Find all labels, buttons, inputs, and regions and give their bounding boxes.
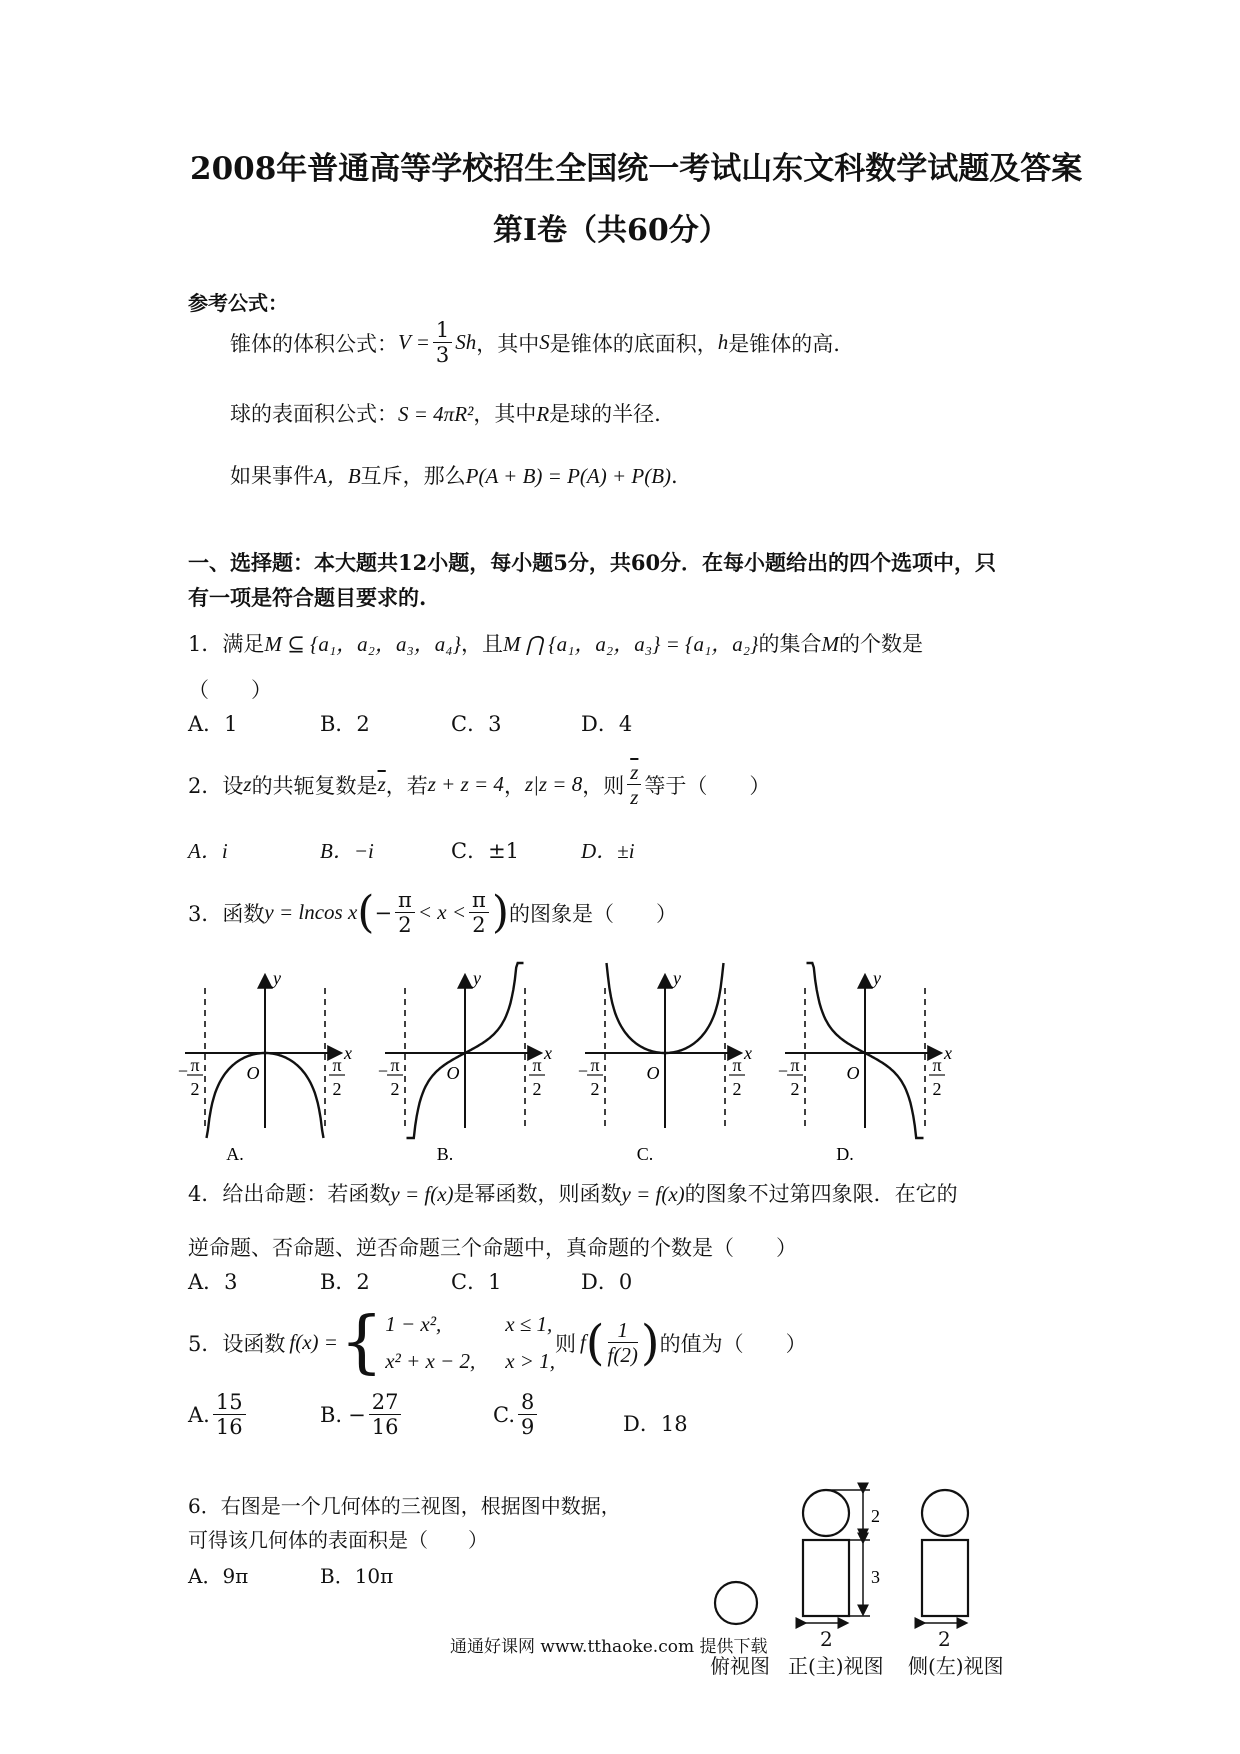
q5-option-b-label: B. (320, 1402, 343, 1427)
q5-f: f (579, 1330, 586, 1355)
neg-sign: − (177, 1061, 189, 1081)
q6-option-a[interactable]: A．9π (188, 1564, 249, 1588)
q5-option-c-label: C. (493, 1402, 515, 1427)
q6-view-top-label: 俯视图 (710, 1654, 770, 1678)
q2-e2: z|z = 8 (524, 772, 583, 797)
q3-stem (188, 888, 677, 937)
q5-inner-den: f(2) (607, 1343, 638, 1368)
q4-option-d[interactable]: D．0 (581, 1270, 633, 1294)
q5-option-b-fraction (369, 1390, 402, 1439)
q5-cases (385, 1306, 555, 1380)
ref-f3-ab: A，B (314, 464, 361, 488)
q5-option-c-fraction (518, 1390, 537, 1439)
q4-line1 (188, 1178, 958, 1208)
q3-paren-close: ) (491, 886, 510, 938)
ref-f2-expr: S = 4πR² (398, 402, 474, 426)
origin-label: O (846, 1063, 860, 1083)
q2-option-c[interactable]: C．±1 (451, 839, 520, 863)
ref-f3-mid: 互斥，那么 (360, 464, 466, 488)
q2-t1: 的共轭复数是 (251, 773, 378, 798)
q2-fraction (627, 760, 641, 809)
q4-line2: 逆命题、否命题、逆否命题三个命题中，真命题的个数是（ ） (188, 1236, 797, 1260)
q3-cond-neg: − (374, 900, 393, 925)
q2-t3: ， (503, 773, 525, 798)
q2-e1: z + z = 4 (427, 772, 504, 797)
y-label: y (673, 968, 681, 988)
pi-left: π (590, 1055, 600, 1075)
q5-inner-fraction (608, 1318, 638, 1367)
graph-label: A. (226, 1144, 244, 1164)
q6-three-views (700, 1480, 1020, 1630)
pi-right: π (732, 1055, 742, 1075)
q1-m: M (821, 632, 839, 656)
q1-option-d[interactable]: D．4 (581, 712, 633, 736)
pi-right: π (532, 1055, 542, 1075)
neg-sign: − (577, 1061, 589, 1081)
two-right: 2 (532, 1079, 542, 1099)
q6-view-front-label: 正(主)视图 (788, 1654, 884, 1678)
q6-dim-height: 3 (871, 1567, 880, 1587)
q5-case1 (385, 1306, 555, 1343)
q1-end2: 的个数是 (838, 632, 923, 656)
q1-pre: 1．满足 (188, 632, 265, 656)
ref-f1-end: 是锥体的高. (728, 331, 840, 356)
q3-graph-c (578, 963, 752, 1164)
q3-frac-right (469, 888, 489, 937)
two-right: 2 (932, 1079, 942, 1099)
ref-f3-text: 如果事件 (230, 464, 314, 488)
graph-label: D. (836, 1144, 854, 1164)
q3-frac-left (395, 888, 415, 937)
origin-label: O (446, 1063, 460, 1083)
q1-mid: ，且 (460, 632, 503, 656)
q2-stem (188, 760, 770, 809)
ref-f2-r: R (536, 402, 550, 426)
graph-label: C. (636, 1144, 654, 1164)
ref-f1-mid2: 是锥体的底面积， (549, 331, 718, 356)
q4-f2: y = f(x) (621, 1182, 685, 1206)
ref-f2-prefix: 球的表面积公式： (230, 402, 398, 426)
q4-f1: y = f(x) (390, 1182, 454, 1206)
ref-f2-mid: ，其中 (473, 402, 537, 426)
q3-end: 的图象是（ ） (509, 901, 678, 926)
q5-pre: 5．设函数 (188, 1331, 286, 1356)
q1-expr2: M ⋂ {a₁，a₂，a₃} = {a₁，a₂} (502, 632, 759, 656)
q1-end: 的集合 (758, 632, 822, 656)
q2-t4: ，则 (582, 773, 625, 798)
y-label: y (873, 968, 881, 988)
q6-top-circle (715, 1582, 757, 1624)
q1-stem (188, 628, 923, 658)
two-left: 2 (590, 1079, 600, 1099)
q3-pre: 3．函数 (188, 901, 265, 926)
two-right: 2 (732, 1079, 742, 1099)
q2-t5: 等于（ ） (644, 773, 771, 798)
pi-left: π (390, 1055, 400, 1075)
q6-front-rect (803, 1540, 849, 1616)
q5-case1-expr: 1 − x², (385, 1312, 442, 1336)
q3-frac-left-num: π (395, 888, 415, 913)
q5-stem (188, 1302, 807, 1382)
q3-graph-d (778, 963, 952, 1164)
x-label: x (944, 1043, 952, 1063)
q5-paren-close: ) (640, 1314, 660, 1371)
q5-option-c-den: 9 (521, 1415, 535, 1440)
ref-f3-expr: P(A + B) = P(A) + P(B) (465, 464, 672, 488)
q5-option-c[interactable] (493, 1390, 540, 1439)
pi-right: π (332, 1055, 342, 1075)
q3-frac-right-num: π (469, 888, 489, 913)
y-label: y (473, 968, 481, 988)
q2-frac-den: z (630, 785, 639, 810)
ref-heading: 参考公式： (188, 291, 288, 315)
q4-option-a[interactable]: A．3 (188, 1270, 238, 1294)
q3-graph-b (378, 963, 552, 1164)
q1-option-b[interactable]: B．2 (320, 712, 370, 736)
section1-line2: 有一项是符合题目要求的. (188, 585, 427, 610)
y-label: y (273, 968, 281, 988)
q5-fx: f(x) = (289, 1330, 338, 1355)
q5-option-d[interactable]: D．18 (623, 1412, 688, 1436)
q5-option-a-den: 16 (215, 1415, 243, 1440)
q5-option-c-num: 8 (518, 1390, 537, 1415)
doc-title: 2008年普通高等学校招生全国统一考试山东文科数学试题及答案 (190, 151, 1083, 187)
q3-frac-right-den: 2 (472, 913, 486, 938)
ref-f1-sh: Sh (455, 330, 477, 355)
q5-paren-open: ( (585, 1314, 605, 1371)
ref-f1-fraction (433, 318, 452, 367)
q4-pre: 4．给出命题：若函数 (188, 1182, 391, 1206)
pi-left: π (790, 1055, 800, 1075)
ref-f1-h: h (717, 330, 729, 355)
two-left: 2 (790, 1079, 800, 1099)
x-label: x (744, 1043, 752, 1063)
q5-option-a[interactable] (188, 1390, 249, 1439)
two-left: 2 (390, 1079, 400, 1099)
q3-frac-left-den: 2 (398, 913, 412, 938)
ref-f1-den: 3 (435, 343, 450, 368)
q5-option-b[interactable] (320, 1390, 404, 1439)
q4-mid: 是幂函数，则函数 (453, 1182, 622, 1206)
q2-option-b[interactable]: B．−i (320, 839, 374, 863)
x-label: x (344, 1043, 352, 1063)
q6-view-side-label: 侧(左)视图 (908, 1654, 1004, 1678)
q3-graph-a (178, 968, 352, 1164)
footer-source: 通通好课网 www.tthaoke.com 提供下载 (450, 1637, 768, 1657)
q3-lt: < x < (417, 900, 467, 925)
pi-right: π (932, 1055, 942, 1075)
ref-formula-sphere (230, 398, 661, 428)
q4-option-c[interactable]: C．1 (451, 1270, 502, 1294)
q5-option-b-num: 27 (369, 1390, 402, 1415)
origin-label: O (646, 1063, 660, 1083)
q5-option-b-den: 16 (371, 1415, 399, 1440)
q1-option-c[interactable]: C．3 (451, 712, 502, 736)
q2-option-d[interactable]: D．±i (581, 839, 635, 863)
q6-dim-front-width: 2 (820, 1627, 833, 1651)
q2-option-a[interactable]: A．i (188, 839, 228, 863)
q6-dim-top: 2 (871, 1506, 880, 1526)
q5-inner-num: 1 (608, 1318, 638, 1343)
graph-label: B. (436, 1144, 454, 1164)
q5-option-b-sign: − (348, 1402, 366, 1427)
q1-expr1: M ⊆ {a₁，a₂，a₃，a₄} (264, 632, 461, 656)
q5-end: 的值为（ ） (659, 1331, 807, 1356)
q2-frac-num: $\overline{z}$ (627, 760, 641, 785)
q5-case1-cond: x ≤ 1, (505, 1312, 553, 1336)
pi-left: π (190, 1055, 200, 1075)
q5-case2-cond: x > 1, (505, 1348, 555, 1373)
ref-formula-cone (230, 318, 840, 367)
q5-option-a-num: 15 (213, 1390, 246, 1415)
two-left: 2 (190, 1079, 200, 1099)
q2-pre: 2．设 (188, 773, 244, 798)
q6-dim-side-width: 2 (938, 1627, 951, 1651)
neg-sign: − (777, 1061, 789, 1081)
q3-paren-open: ( (357, 886, 375, 938)
q6-side-circle (922, 1490, 968, 1536)
q2-t2: ，若 (385, 773, 428, 798)
q5-then: 则 (554, 1331, 576, 1356)
q6-side-rect (922, 1540, 968, 1616)
ref-f1-lhs: V = (398, 330, 430, 355)
q5-case2 (385, 1343, 555, 1380)
q1-paren: （ ） (188, 678, 272, 702)
ref-formula-prob (230, 460, 678, 490)
q5-case2-expr: x² + x − 2, (385, 1348, 476, 1373)
q6-line1: 6．右图是一个几何体的三视图，根据图中数据， (188, 1494, 621, 1518)
q6-line2: 可得该几何体的表面积是（ ） (188, 1528, 488, 1552)
q2-zbar: $\overline{z}$ (377, 772, 386, 797)
ref-f1-prefix: 锥体的体积公式： (230, 331, 398, 356)
neg-sign: − (377, 1061, 389, 1081)
q5-brace: { (339, 1302, 384, 1382)
q6-front-circle (803, 1490, 849, 1536)
q5-option-a-label: A. (188, 1402, 210, 1427)
two-right: 2 (332, 1079, 342, 1099)
q1-option-a[interactable]: A．1 (188, 712, 238, 736)
q5-options (188, 1390, 688, 1460)
q6-option-b[interactable]: B．10π (320, 1564, 394, 1588)
ref-f1-mid: ，其中 (476, 331, 540, 356)
ref-f3-end: . (671, 464, 678, 488)
section1-line1: 一、选择题：本大题共12小题，每小题5分，共60分．在每小题给出的四个选项中，只 (188, 550, 997, 575)
doc-subtitle: 第Ⅰ卷（共60分） (493, 213, 729, 248)
ref-f2-end: 是球的半径. (549, 402, 661, 426)
origin-label: O (246, 1063, 260, 1083)
q2-z: z (243, 772, 252, 797)
ref-f1-s: S (539, 330, 550, 355)
x-label: x (544, 1043, 552, 1063)
q5-option-a-fraction (213, 1390, 246, 1439)
q4-option-b[interactable]: B．2 (320, 1270, 370, 1294)
ref-f1-num: 1 (433, 318, 452, 343)
q3-expr: y = lncos x (264, 900, 358, 925)
q3-graphs (177, 968, 1000, 1168)
q4-end: 的图象不过第四象限．在它的 (684, 1182, 958, 1206)
